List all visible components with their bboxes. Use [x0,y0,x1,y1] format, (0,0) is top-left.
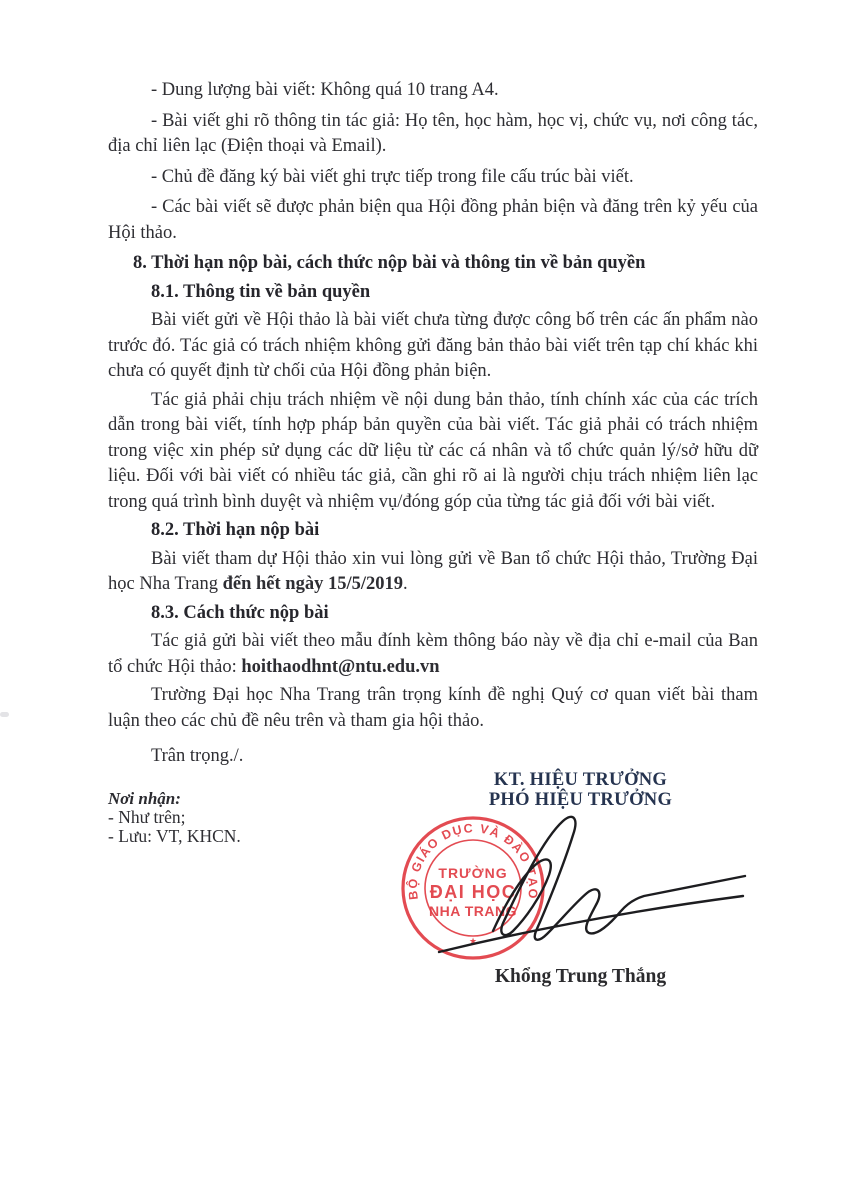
signature-stroke-underline [439,896,743,952]
paragraph-invitation: Trường Đại học Nha Trang trân trọng kính đề nghị Quý cơ quan viết bài tham luận theo các chủ đề nêu trên và tham gia hội thảo. [108,685,758,731]
stamp-line-truong: TRƯỜNG [438,865,508,881]
submission-email: hoithaodhnt@ntu.edu.vn [241,656,440,677]
recipients-label: Nơi nhận: [108,789,181,808]
bullet-item: - Chủ đề đăng ký bài viết ghi trực tiếp trong file cấu trúc bài viết. [151,166,634,187]
paragraph-submission [108,629,758,680]
deadline-date: đến hết ngày 15/5/2019 [222,574,404,594]
paragraph-copyright-2: Tác giả phải chịu trách nhiệm về nội dung bản thảo, tính chính xác của các trích dẫn trong bài viết, tính hợp pháp bản quyền của bài viết. Tác giả phải có trách nhiệm trong việc xin phép sử dụng các dữ liệu từ các cá nhân và tổ chức quản lý/sở hữu dữ liệu. Đối với bài viết có nhiều tác giả, cần ghi rõ ai là người chịu trách nhiệm liên lạc trong quá trình bình duyệt và nhiệm vụ/đóng góp của từng tác giả đối với bài viết. [108,389,758,512]
document-body [108,78,758,775]
signature-stroke-main [493,817,745,940]
bullet-item: - Dung lượng bài viết: Không quá 10 trang A4. [151,80,499,100]
bullet-item: - Bài viết ghi rõ thông tin tác giả: Họ tên, học hàm, học vị, chức vụ, nơi công tác, địa chỉ liên lạc (Điện thoại và Email). [108,110,758,156]
deadline-period: . [403,574,408,594]
recipient-item: - Như trên; [108,807,186,827]
signature-ink [423,783,755,965]
signer-title-line1: KT. HIỆU TRƯỞNG [493,770,668,790]
section-8-heading: 8. Thời hạn nộp bài, cách thức nộp bài và thông tin về bản quyền [133,253,646,273]
scan-artifact [0,712,9,717]
deadline-text: Bài viết tham dự Hội thảo xin vui lòng gửi về Ban tổ chức Hội thảo, Trường Đại học Nha Trang [108,548,758,594]
stamp-line-nhatrang: NHA TRANG [429,903,517,919]
stamp-line-daihoc: ĐẠI HỌC [429,882,517,902]
section-8-1-heading: 8.1. Thông tin về bản quyền [151,281,371,302]
recipient-item: - Lưu: VT, KHCN. [108,825,241,846]
closing-regards: Trân trọng./. [151,746,244,766]
stamp-star-icon: ★ [468,936,478,946]
signer-title-line2: PHÓ HIỆU TRƯỞNG [488,790,673,810]
paragraph-copyright-1: Bài viết gửi về Hội thảo là bài viết chưa từng được công bố trên các ấn phẩm nào trước đó. Tác giả có trách nhiệm không gửi đăng bản thảo bài viết trên tạp chí khác khi chưa có quyết định từ chối của Hội đồng phản biện. [108,310,758,381]
section-8-3-heading: 8.3. Cách thức nộp bài [151,602,329,623]
submission-text: Tác giả gửi bài viết theo mẫu đính kèm thông báo này về địa chỉ e-mail của Ban tổ chức Hội thảo: [108,631,758,677]
section-8-2-heading: 8.2. Thời hạn nộp bài [151,520,320,540]
stamp-ring-text: BỘ GIÁO DỤC VÀ ĐÀO TẠO [405,821,541,901]
bullet-item: - Các bài viết sẽ được phản biện qua Hội đồng phản biện và đăng trên kỷ yếu của Hội thảo. [108,197,758,243]
signer-name: Khổng Trung Thắng [494,966,667,987]
paragraph-deadline [108,547,758,598]
recipient-list [108,789,348,845]
